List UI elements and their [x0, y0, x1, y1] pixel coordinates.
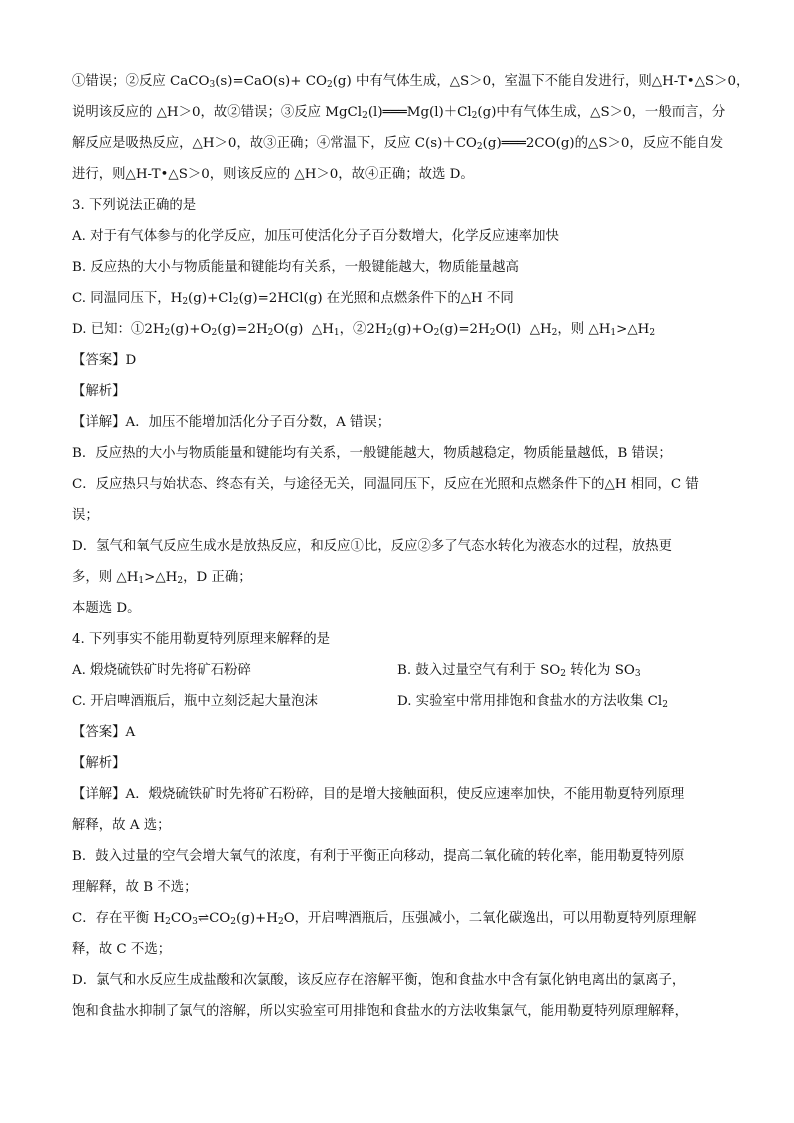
- detail-line: 本题选 D。: [72, 601, 141, 616]
- detail-line: C．反应热只与始状态、终态有关，与途径无关，同温同压下，反应在光照和点燃条件下的△H 相同，C 错: [72, 477, 699, 492]
- answer: 【答案】A: [72, 725, 136, 740]
- text-line: 说明该反应的 △H＞0，故②错误；③反应 $MgCl_2(l)═══Mg(l)+Cl_2(g)$中有气体生成，△S＞0，一般而言，分: [72, 105, 726, 121]
- option-row: [72, 655, 728, 686]
- option-a: A. 煅烧硫铁矿时先将矿石粉碎: [72, 663, 251, 678]
- detail-line: 理解释，故 B 不选；: [72, 880, 198, 895]
- detail-line: 饱和食盐水抑制了氯气的溶解，所以实验室可用排饱和食盐水的方法收集氯气，能用勒夏特列原理解释，: [72, 1004, 688, 1019]
- answer: 【答案】D: [72, 353, 137, 368]
- question-3: [72, 190, 728, 624]
- question-stem: 4. 下列事实不能用勒夏特列原理来解释的是: [72, 632, 331, 647]
- detail-line: B．鼓入过量的空气会增大氧气的浓度，有利于平衡正向移动，提高二氧化硫的转化率，能用勒夏特列原: [72, 849, 685, 864]
- option-row: [72, 686, 728, 717]
- analysis-label: 【解析】: [72, 756, 126, 771]
- option-d: D. 实验室中常用排饱和食盐水的方法收集 $Cl_2$: [397, 694, 668, 710]
- text-line: 进行，则△H-T•△S＞0，则该反应的 △H＞0，故④正确；故选 D。: [72, 167, 474, 182]
- question-stem: 3. 下列说法正确的是: [72, 198, 197, 213]
- option-c: C. 同温同压下，$H_2(g)+Cl_2(g)=2HCl(g)$ 在光照和点燃条件下的△H 不同: [72, 291, 514, 307]
- analysis-label: 【解析】: [72, 384, 126, 399]
- detail-line: 多，则 $\triangle H_1>\triangle H_2$，D 正确；: [72, 570, 252, 586]
- option-b: B. 反应热的大小与物质能量和键能均有关系，一般键能越大，物质能量越高: [72, 260, 519, 275]
- option-b: B. 鼓入过量空气有利于 $SO_2$ 转化为 $SO_3$: [397, 663, 641, 679]
- detail-line: 释，故 C 不选；: [72, 942, 172, 957]
- detail-line: 解释，故 A 选；: [72, 818, 171, 833]
- detail-line: 【详解】A．煅烧硫铁矿时先将矿石粉碎，目的是增大接触面积，使反应速率加快，不能用勒夏特列原理: [72, 787, 685, 802]
- detail-line: C．存在平衡 $H_2CO_3\rightleftharpoons CO_2(g)+H_2O$，开启啤酒瓶后，压强减小，二氧化碳逸出，可以用勒夏特列原理解: [72, 911, 697, 927]
- detail-line: D．氯气和水反应生成盐酸和次氯酸，该反应存在溶解平衡，饱和食盐水中含有氯化钠电离出的氯离子，: [72, 973, 686, 988]
- previous-explanation: [72, 66, 750, 190]
- question-4: [72, 624, 728, 1027]
- option-d: D. 已知：$①2H_2(g)+O_2(g)=2H_2O(g)$ $\triangle H_1$，$②2H_2(g)+O_2(g)=2H_2O(l)$ $\triangle H_2$，则 $\triangle H_1>\triangle H_2$: [72, 322, 656, 338]
- detail-line: B．反应热的大小与物质能量和键能均有关系，一般键能越大，物质越稳定，物质能量越低，B 错误；: [72, 446, 672, 461]
- option-a: A. 对于有气体参与的化学反应，加压可使活化分子百分数增大，化学反应速率加快: [72, 229, 559, 244]
- detail-line: 误；: [72, 508, 99, 523]
- option-c: C. 开启啤酒瓶后，瓶中立刻泛起大量泡沫: [72, 694, 318, 709]
- detail-line: D．氢气和氧气反应生成水是放热反应，和反应①比，反应②多了气态水转化为液态水的过程，放热更: [72, 539, 672, 554]
- text-line: 解反应是吸热反应，△H＞0，故③正确；④常温下，反应 $C(s)+CO_2(g)═══2CO(g)$的△S＞0，反应不能自发: [72, 136, 724, 152]
- detail-line: 【详解】A．加压不能增加活化分子百分数，A 错误；: [72, 415, 391, 430]
- document-page: [72, 66, 750, 1027]
- text-line: ①错误；②反应 CaCO$_3$(s)=CaO(s)+ $CO_2(g)$ 中有气体生成，△S＞0，室温下不能自发进行，则△H-T•△S＞0，: [72, 74, 750, 90]
